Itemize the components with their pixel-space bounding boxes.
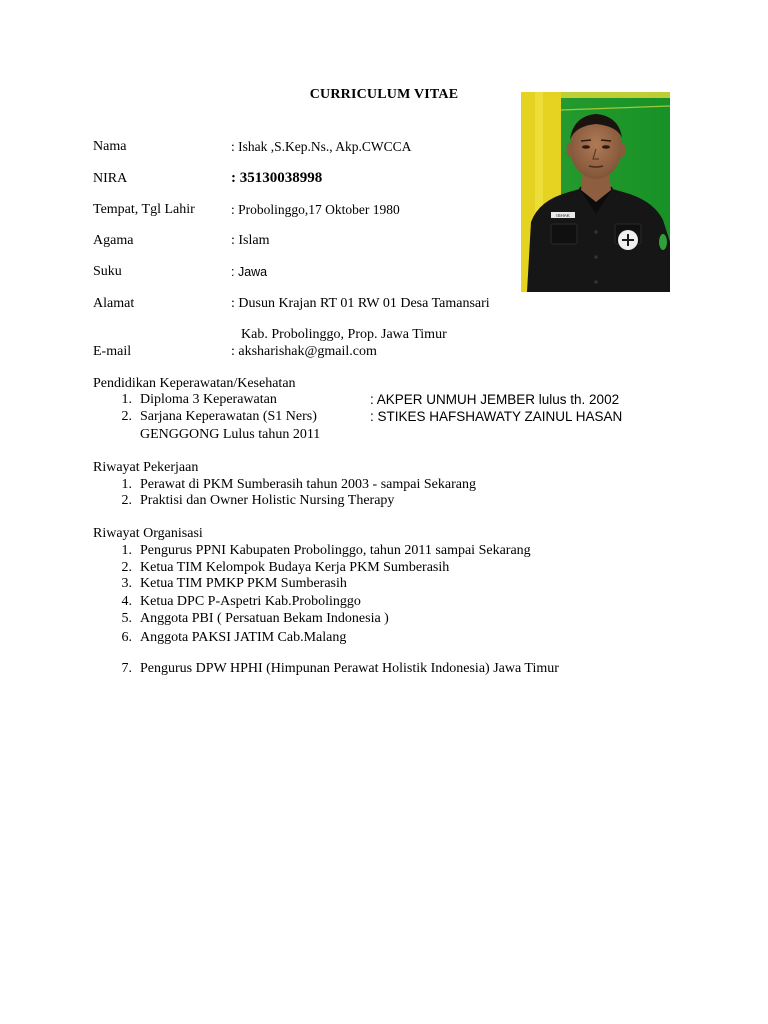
organization-item: Ketua TIM Kelompok Budaya Kerja PKM Sumberasih bbox=[140, 560, 450, 575]
education-detail-continued: GENGGONG Lulus tahun 2011 bbox=[140, 427, 321, 442]
religion-value: : Islam bbox=[231, 233, 270, 248]
nira-label: NIRA bbox=[93, 171, 128, 186]
address-value: : Dusun Krajan RT 01 RW 01 Desa Tamansari bbox=[231, 296, 490, 311]
ethnicity-value: : Jawa bbox=[231, 265, 268, 279]
organization-num: 4. bbox=[121, 594, 132, 609]
organization-item: Ketua DPC P-Aspetri Kab.Probolinggo bbox=[140, 594, 361, 609]
name-value: : Ishak ,S.Kep.Ns., Akp.CWCCA bbox=[231, 139, 412, 154]
education-detail: : AKPER UNMUH JEMBER lulus th. 2002 bbox=[370, 392, 620, 407]
birth-label: Tempat, Tgl Lahir bbox=[93, 202, 195, 217]
address-value-line2: Kab. Probolinggo, Prop. Jawa Timur bbox=[241, 327, 447, 342]
organization-item: Anggota PAKSI JATIM Cab.Malang bbox=[140, 630, 347, 645]
education-detail: : STIKES HAFSHAWATY ZAINUL HASAN bbox=[370, 409, 623, 424]
nira-value: : 35130038998 bbox=[231, 170, 323, 186]
work-num: 1. bbox=[121, 477, 132, 492]
education-heading: Pendidikan Keperawatan/Kesehatan bbox=[93, 376, 296, 391]
organization-heading: Riwayat Organisasi bbox=[93, 526, 203, 541]
work-num: 2. bbox=[121, 493, 132, 508]
organization-num: 5. bbox=[121, 611, 132, 626]
organization-item: Ketua TIM PMKP PKM Sumberasih bbox=[140, 576, 347, 591]
organization-item: Anggota PBI ( Persatuan Bekam Indonesia ) bbox=[140, 611, 389, 626]
work-heading: Riwayat Pekerjaan bbox=[93, 460, 199, 475]
education-num: 1. bbox=[121, 392, 132, 407]
organization-num: 1. bbox=[121, 543, 132, 558]
education-num: 2. bbox=[121, 409, 132, 424]
organization-num: 6. bbox=[121, 630, 132, 645]
email-label: E-mail bbox=[93, 344, 132, 359]
organization-item: Pengurus DPW HPHI (Himpunan Perawat Holistik Indonesia) Jawa Timur bbox=[140, 661, 559, 676]
badge-text: ISHAK bbox=[556, 213, 570, 218]
education-name: Sarjana Keperawatan (S1 Ners) bbox=[140, 409, 317, 424]
profile-photo bbox=[521, 92, 670, 292]
organization-num: 3. bbox=[121, 576, 132, 591]
email-value: : aksharishak@gmail.com bbox=[231, 344, 377, 359]
work-item: Perawat di PKM Sumberasih tahun 2003 - sampai Sekarang bbox=[140, 477, 476, 492]
organization-num: 2. bbox=[121, 560, 132, 575]
work-item: Praktisi dan Owner Holistic Nursing Therapy bbox=[140, 493, 395, 508]
organization-item: Pengurus PPNI Kabupaten Probolinggo, tahun 2011 sampai Sekarang bbox=[140, 543, 531, 558]
organization-num: 7. bbox=[121, 661, 132, 676]
education-name: Diploma 3 Keperawatan bbox=[140, 392, 277, 407]
page-title: CURRICULUM VITAE bbox=[309, 87, 459, 102]
name-label: Nama bbox=[93, 139, 127, 154]
religion-label: Agama bbox=[93, 233, 134, 248]
profile-photo-illustration bbox=[521, 92, 670, 292]
ethnicity-label: Suku bbox=[93, 264, 122, 279]
birth-value: : Probolinggo,17 Oktober 1980 bbox=[231, 202, 400, 217]
address-label: Alamat bbox=[93, 296, 135, 311]
